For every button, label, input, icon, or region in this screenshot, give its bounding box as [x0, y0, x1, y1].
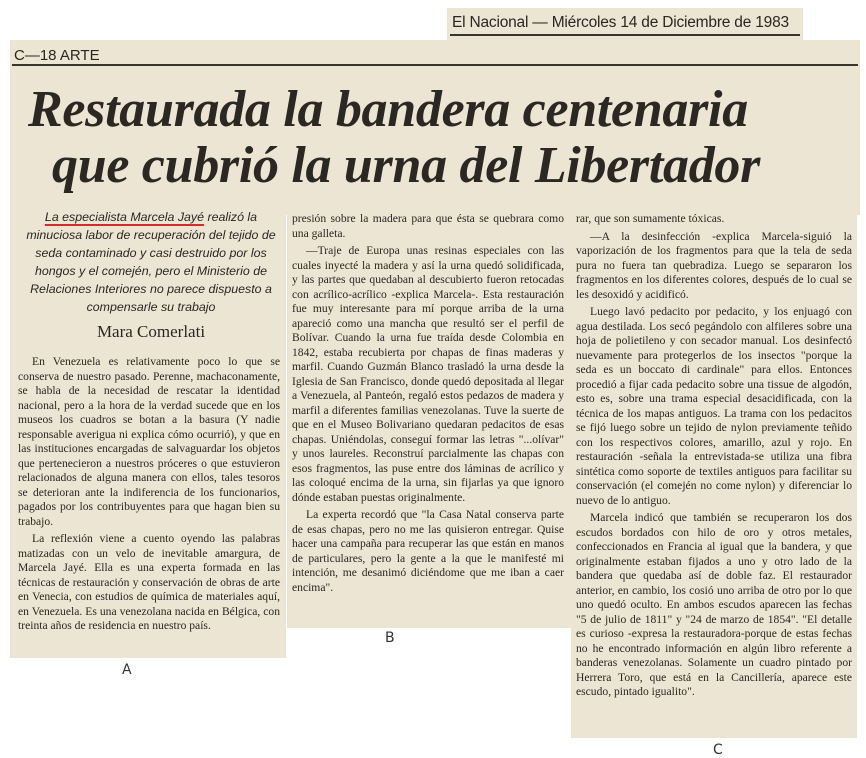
handwritten-mark-c: C — [713, 742, 723, 758]
article-column-a — [18, 355, 280, 637]
dateline: El Nacional — Miércoles 14 de Diciembre de 1983 — [452, 14, 789, 31]
paragraph: La experta recordó que "la Casa Natal conserva parte de esas chapas, pero no me las quisieron entregar. Quise hacer una campaña para recuperar las que están en manos de particulares, pero la gente a la que le manifesté mi intención, me desanimó diciéndome que me iban a caer encima". — [292, 508, 564, 594]
paragraph: Marcela indicó que también se recuperaron los dos escudos bordados con hilo de oro y otros metales, confeccionados en Francia al igual que la bandera, y que originalmente estaban fijados a uno y otro lado de la bandera que quedaba así de doble faz. El restaurador anterior, en cambio, los cosió uno arriba de otro por lo que uno quedó oculto. En ambos escudos aparecen las fechas "5 de julio de 1811" y "24 de marzo de 1854". "El detalle es curioso -expresa la restauradora-porque de estas fechas no he encontrado información en algún libro referente a banderas venezolanas. Solamente un cuadro pintado por Herrera Toro, que está en la Cancillería, aparece este escudo, pintado igualito". — [576, 511, 852, 698]
headline-line-2: que cubrió la urna del Libertador — [52, 137, 761, 194]
section-rule — [12, 64, 858, 66]
paragraph: —Traje de Europa unas resinas especiales con las cuales inyecté la madera y así la urna quedó solidificada, y las partes que quedaban al descubierto fueron retocadas con acrílico-acrílico -explica Marcela-. Esta restauración fue muy interesante para mí porque arriba de la urna apareció como una mancha que resultó ser el perfil de Bolívar. Cuando la urna fue traída desde Colombia en 1842, estaba recubierta por chapas de finas maderas y marfil. Cuando Guzmán Blanco trasladó la urna desde la Iglesia de San Francisco, donde quedó depositada al llegar a Venezuela, al Panteón, regaló estos pedazos de madera y marfil a diferentes familias venezolanas. Tuve la suerte de que en el Museo Bolivariano quedaran pedacitos de esas chapas. Uniéndolas, conseguí formar las letras "...olívar" y unos laureles. Reconstruí parcialmente las chapas con esos fragmentos, las puse entre dos láminas de acrílico y las coloqué encima de la urna, sin fijarlas ya que ignoro dónde estaban puestas originalmente. — [292, 244, 564, 504]
headline-line-1: Restaurada la bandera centenaria — [28, 81, 748, 138]
article-column-b — [292, 212, 564, 598]
handwritten-mark-b: B — [385, 630, 395, 646]
lead-paragraph — [22, 208, 280, 316]
paragraph: rar, que son sumamente tóxicas. — [576, 212, 725, 225]
article-column-c — [576, 212, 852, 703]
dateline-rule — [450, 34, 800, 36]
paragraph: La reflexión viene a cuento oyendo las palabras matizadas con un velo de inevitable amargura, de Marcela Jayé. Ella es una experta formada en las técnicas de restauración y conservación de obras de arte en Venecia, con estudios de química de materiales aquí, en Venezuela. Es una venezolana nacida en Bélgica, con treinta años de residencia en nuestro país. — [18, 532, 280, 632]
lead-underlined-text: La especialista Marcela Jayé — [44, 210, 205, 224]
paragraph: presión sobre la madera para que ésta se quebrara como una galleta. — [292, 212, 564, 240]
lead-text: realizó la minuciosa labor de recuperación del tejido de seda contaminado y casi destruido por los hongos y el comején, pero el Ministerio de Relaciones Interiores no parece dispuesto a compensarle su trabajo — [26, 210, 276, 314]
byline: Mara Comerlati — [96, 322, 206, 341]
paragraph: Luego lavó pedacito por pedacito, y los enjuagó con agua destilada. Los secó pegándolo con alfileres sobre una hoja de polietileno y con secador manual. Los desinfectó nuevamente para protegerlos de los insectos "porque la seda es un boccato di cardinale" para ellos. Entonces procedió a fijar cada pedacito sobre una tissue de algodón, esto es, sobre una trama especial desacidificada, con la técnica de los mapas antiguos. La trama con los pedacitos se fijó luego sobre un tejido de nylon previamente teñido con los respectivos colores, amarillo, azul y rojo. En restauración -señala la entrevistada-se utiliza una fibra sintética como soporte de textiles antiguos para facilitar su conservación (el comején no come nylon) y diferenciar lo nuevo de lo antiguo. — [576, 305, 852, 507]
paragraph: —A la desinfección -explica Marcela-siguió la vaporización de los fragmentos para que la tela de seda pura no fuera tan quebradiza. Luego se separaron los fragmentos en los diferentes colores, después de lo cual se les desoxidó y acidificó. — [576, 229, 852, 301]
section-label: C—18 ARTE — [14, 47, 100, 64]
paragraph: En Venezuela es relativamente poco lo que se conserva de nuestro pasado. Perenne, machaconamente, se habla de la necesidad de rescatar la identidad nacional, pero a la hora de la verdad sucede que en los museos los cuadros se botan a la basura (Y nadie responsable averigua ni explica cómo ocurrió), y que en las instituciones encargadas de salvaguardar los objetos que pertenecieron a nuestros próceres o que estuvieron relacionados de alguna manera con ellos, tales tesoros se deterioran ante la indiferencia de los funcionarios, pagados por los contribuyentes para que hagan bien su trabajo. — [18, 355, 280, 528]
handwritten-mark-a: A — [122, 662, 132, 678]
